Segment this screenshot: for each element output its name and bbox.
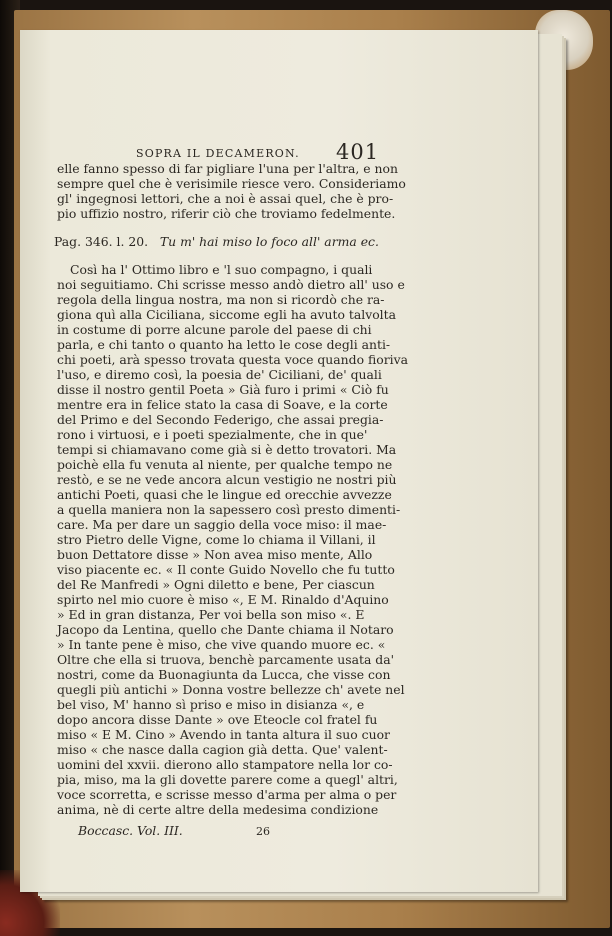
body-line: antichi Poeti, quasi che le lingue ed orecchie avvezze xyxy=(57,487,392,502)
footer-volume: Boccasc. Vol. III. xyxy=(78,823,183,838)
body-line: pia, miso, ma la gli dovette parere come a quegl' altri, xyxy=(57,772,398,787)
body-line: in costume di porre alcune parole del paese di chi xyxy=(57,322,372,337)
body-line: Così ha l' Ottimo libro e 'l suo compagno, i quali xyxy=(70,262,373,277)
body-line: noi seguitiamo. Chi scrisse messo andò dietro all' uso e xyxy=(57,277,405,292)
body-line: » In tante pene è miso, che vive quando muore ec. « xyxy=(57,637,386,652)
body-line: miso « che nasce dalla cagion già detta. Que' valent- xyxy=(57,742,388,757)
book-page xyxy=(20,30,538,892)
reference-locator: Pag. 346. l. 20. xyxy=(54,234,149,249)
intro-line: elle fanno spesso di far pigliare l'una per l'altra, e non xyxy=(57,161,398,176)
body-line: regola della lingua nostra, ma non si ricordò che ra- xyxy=(57,292,385,307)
body-line: dopo ancora disse Dante » ove Eteocle col fratel fu xyxy=(57,712,378,727)
body-line: l'uso, e diremo così, la poesia de' Ciciliani, de' quali xyxy=(57,367,382,382)
body-line: chi poeti, arà spesso trovata questa voce quando fioriva xyxy=(57,352,408,367)
body-line: Oltre che ella si truova, benchè parcamente usata da' xyxy=(57,652,395,667)
intro-line: gl' ingegnosi lettori, che a noi è assai quel, che è pro- xyxy=(57,191,394,206)
body-line: disse il nostro gentil Poeta » Già furo i primi « Ciò fu xyxy=(57,382,389,397)
body-line: quegli più antichi » Donna vostre bellezze ch' avete nel xyxy=(57,682,405,697)
body-line: bel viso, M' hanno sì priso e miso in disianza «, e xyxy=(57,697,365,712)
body-line: buon Dettatore disse » Non avea miso mente, Allo xyxy=(57,547,373,562)
reference-line xyxy=(54,234,379,249)
body-line: mentre era in felice stato la casa di Soave, e la corte xyxy=(57,397,388,412)
reference-quote: Tu m' hai miso lo foco all' arma ec. xyxy=(159,234,379,249)
body-line: uomini del xxvii. dierono allo stampatore nella lor co- xyxy=(57,757,393,772)
body-line: nostri, come da Buonagiunta da Lucca, che visse con xyxy=(57,667,391,682)
body-line: voce scorretta, e scrisse messo d'arma per alma o per xyxy=(57,787,397,802)
running-head: SOPRA IL DECAMERON. xyxy=(136,147,300,160)
intro-line: pio uffizio nostro, riferir ciò che troviamo fedelmente. xyxy=(57,206,396,221)
body-line: tempi si chiamavano come già si è detto trovatori. Ma xyxy=(57,442,397,457)
body-line: poichè ella fu venuta al niente, per qualche tempo ne xyxy=(57,457,393,472)
body-line: restò, e se ne vede ancora alcun vestigio ne nostri più xyxy=(57,472,397,487)
body-line: a quella maniera non la sapessero così presto dimenti- xyxy=(57,502,401,517)
body-line: » Ed in gran distanza, Per voi bella son miso «. E xyxy=(57,607,365,622)
body-line: care. Ma per dare un saggio della voce miso: il mae- xyxy=(57,517,387,532)
body-line: anima, nè di certe altre della medesima condizione xyxy=(57,802,379,817)
body-line: giona quì alla Ciciliana, siccome egli ha avuto talvolta xyxy=(57,307,396,322)
body-line: Jacopo da Lentina, quello che Dante chiama il Notaro xyxy=(57,622,394,637)
body-line: viso piacente ec. « Il conte Guido Novello che fu tutto xyxy=(57,562,395,577)
intro-line: sempre quel che è verisimile riesce vero. Consideriamo xyxy=(57,176,406,191)
body-line: del Re Manfredi » Ogni diletto e bene, Per ciascun xyxy=(57,577,375,592)
body-line: miso « E M. Cino » Avendo in tanta altura il suo cuor xyxy=(57,727,390,742)
page-number: 401 xyxy=(336,140,380,164)
body-line: rono i virtuosi, e i poeti spezialmente, che in que' xyxy=(57,427,368,442)
footer-signature: 26 xyxy=(256,825,270,838)
body-line: stro Pietro delle Vigne, come lo chiama il Villani, il xyxy=(57,532,376,547)
body-line: parla, e chi tanto o quanto ha letto le cose degli anti- xyxy=(57,337,391,352)
body-line: del Primo e del Secondo Federigo, che assai pregia- xyxy=(57,412,384,427)
body-line: spirto nel mio cuore è miso «, E M. Rinaldo d'Aquino xyxy=(57,592,389,607)
